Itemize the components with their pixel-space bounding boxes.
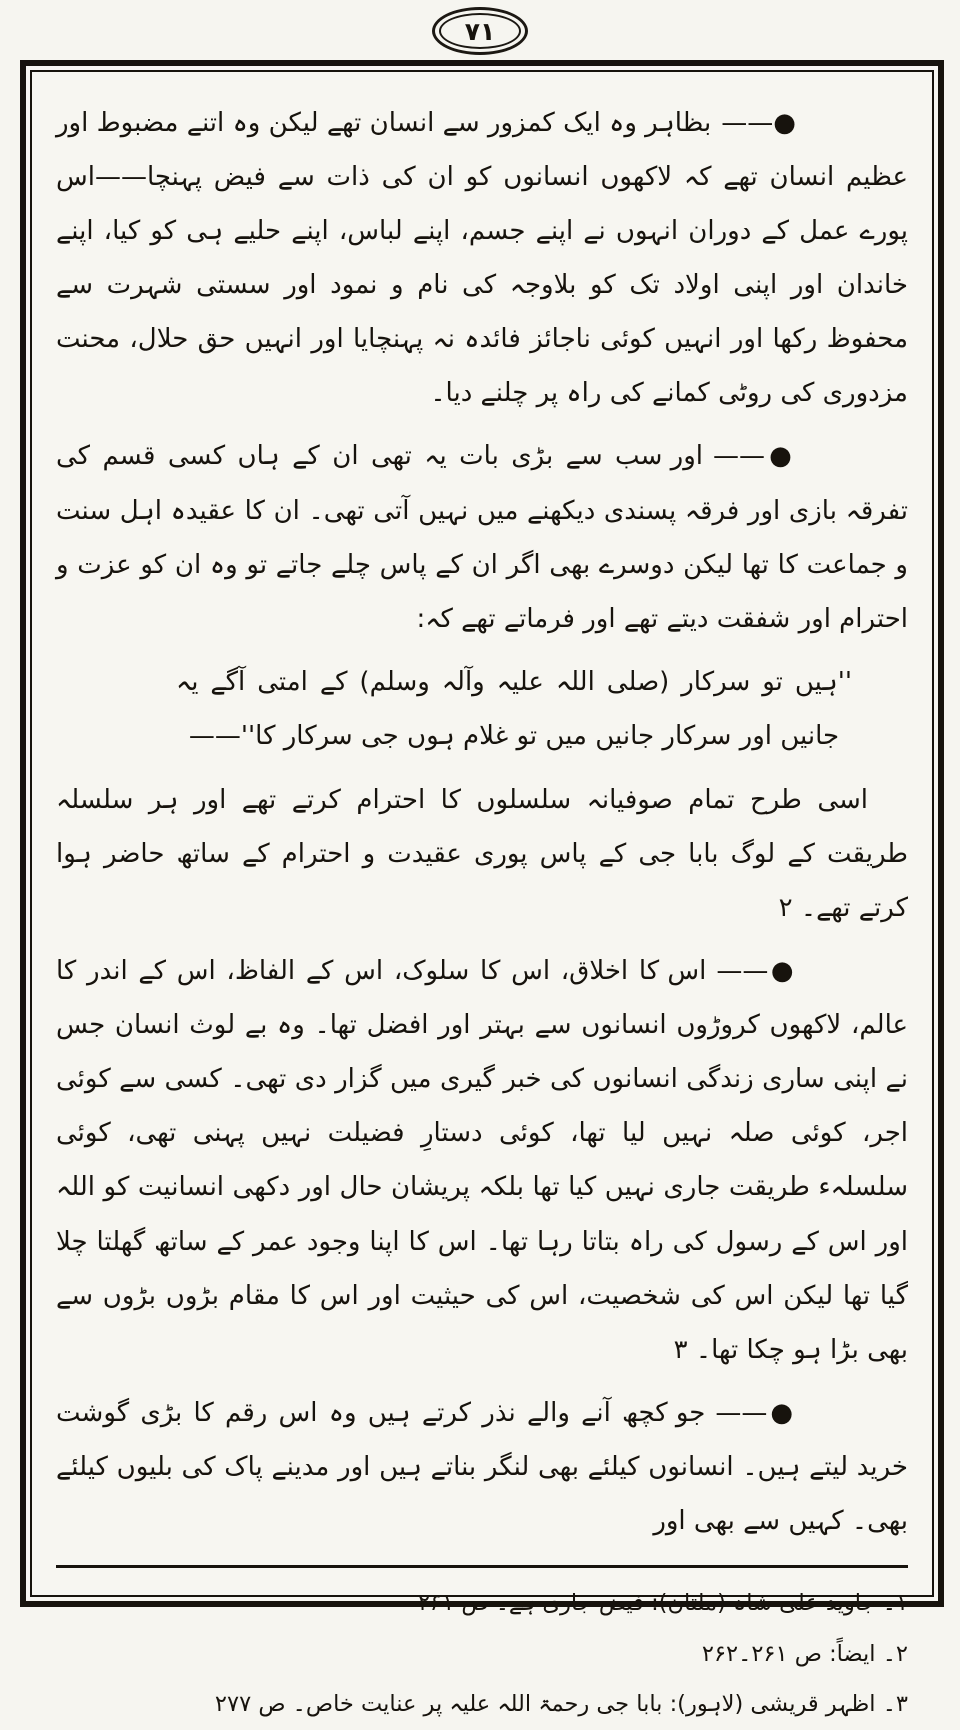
paragraph-5 [56,1386,908,1548]
bullet-dash-marker: ●—— [715,1397,797,1428]
paragraph-2-text: اور سب سے بڑی بات یہ تھی ان کے ہاں کسی قسم کی تفرقہ بازی اور فرقہ پسندی دیکھنے میں نہیں آتی تھی۔ ان کا عقیدہ اہل سنت و جماعت کا تھا لیکن دوسرے بھی اگر ان کے پاس چلے جاتے تو وہ ان کو عزت و احترام اور شفقت دیتے تھے اور فرماتے تھے کہ: [56,441,908,634]
bullet-dash-marker: ●—— [716,956,797,987]
paragraph-2 [56,429,908,645]
page-number-badge [432,7,528,55]
page-border-frame [20,60,944,1718]
footnote-1: ۱۔ جاوید علی شاہ (ملتان): فیض جاری ہے۔ ص ۲۶۱ [417,1590,908,1617]
paragraph-4-text: اس کا اخلاق، اس کا سلوک، اس کے الفاظ، اس کے اندر کا عالم، لاکھوں کروڑوں انسانوں سے بہتر اور افضل تھا۔ وہ بے لوث انسان جس نے اپنی ساری زندگی انسانوں کی خبر گیری میں گزار دی تھی۔ کسی سے کوئی اجر، کوئی صلہ نہیں لیا تھا، کوئی دستارِ فضیلت نہیں پہنی تھی، کوئی سلسلہء طریقت جاری نہیں کیا تھا بلکہ پریشان حال اور دکھی انسانیت کو اللہ اور اس کے رسول کی راہ بتاتا رہا تھا۔ اس کا اپنا وجود عمر کے ساتھ گھلتا چلا گیا تھا لیکن اس کی شخصیت، اس کی حیثیت اور اس کا مقام بڑوں بڑوں سے بھی بڑا ہو چکا تھا۔ ۳ [56,956,908,1365]
footnotes-section [56,1557,908,1730]
paragraph-5-text: جو کچھ آنے والے نذر کرتے ہیں وہ اس رقم کا بڑی گوشت خرید لیتے ہیں۔ انسانوں کیلئے بھی لنگر بناتے ہیں اور مدینے پاک کی بلیوں کیلئے بھی۔ کہیں سے بھی اور [56,1397,908,1536]
paragraph-1 [56,96,908,420]
bullet-dash-marker: ●—— [712,441,796,472]
footnote-divider [56,1565,908,1568]
page-inner-frame [30,70,934,1718]
page-number: ۷۱ [439,13,521,49]
paragraph-3: اسی طرح تمام صوفیانہ سلسلوں کا احترام کرتے تھے اور ہر سلسلہ طریقت کے لوگ بابا جی کے پاس پوری عقیدت و احترام کے ساتھ حاضر ہوا کرتے تھے۔ ۲ [56,784,908,924]
footnote-2: ۲۔ ایضاً: ص ۲۶۱۔۲۶۲ [701,1640,908,1667]
paragraph-1-text: بظاہر وہ ایک کمزور سے انسان تھے لیکن وہ اتنے مضبوط اور عظیم انسان تھے کہ لاکھوں انسانوں کو ان کی ذات سے فیض پہنچا——اس پورے عمل کے دوران انہوں نے اپنے جسم، اپنے لباس، اپنے حلیے ہی کو کیا، اپنے خاندان اور اپنی اولاد تک کو بلاوجہ کی نام و نمود اور سستی شہرت سے محفوظ رکھا اور انہیں کوئی ناجائز فائدہ نہ پہنچایا اور انہیں حق حلال، محنت مزدوری کی روٹی کمانے کی راہ پر چلنے دیا۔ [56,108,908,409]
body-text [56,96,908,1557]
paragraph-4 [56,944,908,1377]
quotation-paragraph: ''ہیں تو سرکار (صلی اللہ علیہ وآلہ وسلم) کے امتی آگے یہ جانیں اور سرکار جانیں میں تو غلام ہوں جی سرکار کا''—— [176,666,852,751]
bullet-dash-marker: ●—— [721,108,797,138]
footnote-3: ۳۔ اظہر قریشی (لاہور): بابا جی رحمۃ اللہ علیہ پر عنایت خاص۔ ص ۲۷۷ [214,1691,908,1718]
